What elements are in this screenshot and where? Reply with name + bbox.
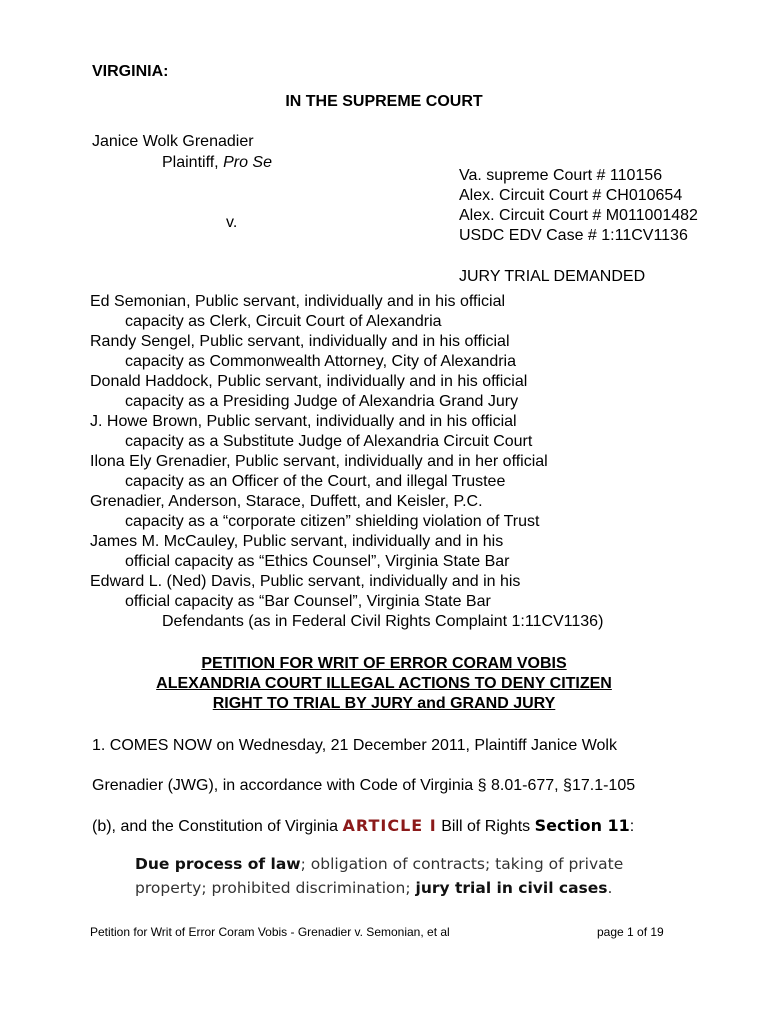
- state-heading: VIRGINIA:: [92, 63, 169, 80]
- petition-title-line: PETITION FOR WRIT OF ERROR CORAM VOBIS: [201, 655, 567, 672]
- plaintiff-role-italic: Pro Se: [223, 154, 272, 171]
- defendant-line: Edward L. (Ned) Davis, Public servant, individually and in his: [90, 573, 521, 590]
- defendants-note: Defendants (as in Federal Civil Rights Complaint 1:11CV1136): [162, 613, 604, 630]
- citation-punctuation: :: [629, 818, 635, 835]
- court-heading: IN THE SUPREME COURT: [285, 93, 483, 110]
- petition-title-line: ALEXANDRIA COURT ILLEGAL ACTIONS TO DENY CITIZEN: [156, 675, 612, 692]
- case-number: USDC EDV Case # 1:11CV1136: [459, 227, 688, 244]
- plaintiff-role-prefix: Plaintiff,: [162, 154, 224, 171]
- quote-bold: Due process of law: [135, 855, 301, 873]
- versus: v.: [226, 214, 238, 231]
- quote-line: [135, 878, 612, 898]
- defendant-capacity: capacity as a Presiding Judge of Alexandria Grand Jury: [125, 393, 519, 410]
- quote-bold: jury trial in civil cases: [415, 879, 608, 897]
- plaintiff-role: [162, 153, 272, 173]
- section-reference: Section 11: [534, 816, 630, 835]
- page-number: page 1 of 19: [597, 925, 664, 939]
- defendant-line: Donald Haddock, Public servant, individually and in his official: [90, 373, 528, 390]
- defendant-capacity: official capacity as “Ethics Counsel”, Virginia State Bar: [125, 553, 510, 570]
- defendant-capacity: capacity as Clerk, Circuit Court of Alexandria: [125, 313, 442, 330]
- quote-text: property; prohibited discrimination;: [135, 879, 416, 897]
- case-number: Alex. Circuit Court # M011001482: [459, 207, 698, 224]
- footer-title: Petition for Writ of Error Coram Vobis - Grenadier v. Semonian, et al: [90, 925, 450, 939]
- defendant-capacity: capacity as a Substitute Judge of Alexandria Circuit Court: [125, 433, 533, 450]
- defendant-capacity: capacity as Commonwealth Attorney, City of Alexandria: [125, 353, 516, 370]
- defendant-capacity: official capacity as “Bar Counsel”, Virginia State Bar: [125, 593, 491, 610]
- paragraph-line-citation: [92, 816, 634, 837]
- case-number: Alex. Circuit Court # CH010654: [459, 187, 683, 204]
- quote-text: ; obligation of contracts; taking of private: [300, 855, 624, 873]
- defendant-line: Ed Semonian, Public servant, individually and in his official: [90, 293, 506, 310]
- defendant-capacity: capacity as an Officer of the Court, and illegal Trustee: [125, 473, 506, 490]
- petition-title-line: RIGHT TO TRIAL BY JURY and GRAND JURY: [212, 695, 556, 712]
- defendant-line: Ilona Ely Grenadier, Public servant, individually and in her official: [90, 453, 548, 470]
- citation-text: Bill of Rights: [436, 818, 535, 835]
- defendant-line: Grenadier, Anderson, Starace, Duffett, and Keisler, P.C.: [90, 493, 483, 510]
- defendant-capacity: capacity as a “corporate citizen” shielding violation of Trust: [125, 513, 540, 530]
- paragraph-line: 1. COMES NOW on Wednesday, 21 December 2011, Plaintiff Janice Wolk: [92, 737, 617, 754]
- defendant-line: James M. McCauley, Public servant, individually and in his: [90, 533, 504, 550]
- plaintiff-name: Janice Wolk Grenadier: [92, 133, 254, 150]
- case-number: Va. supreme Court # 110156: [459, 167, 663, 184]
- paragraph-line: Grenadier (JWG), in accordance with Code of Virginia § 8.01-677, §17.1-105: [92, 777, 636, 794]
- defendant-line: J. Howe Brown, Public servant, individually and in his official: [90, 413, 517, 430]
- defendant-line: Randy Sengel, Public servant, individually and in his official: [90, 333, 510, 350]
- jury-demand: JURY TRIAL DEMANDED: [459, 268, 646, 285]
- article-reference: ARTICLE I: [342, 816, 437, 835]
- citation-text: (b), and the Constitution of Virginia: [92, 818, 343, 835]
- quote-text: .: [607, 879, 613, 897]
- quote-line: [135, 854, 623, 874]
